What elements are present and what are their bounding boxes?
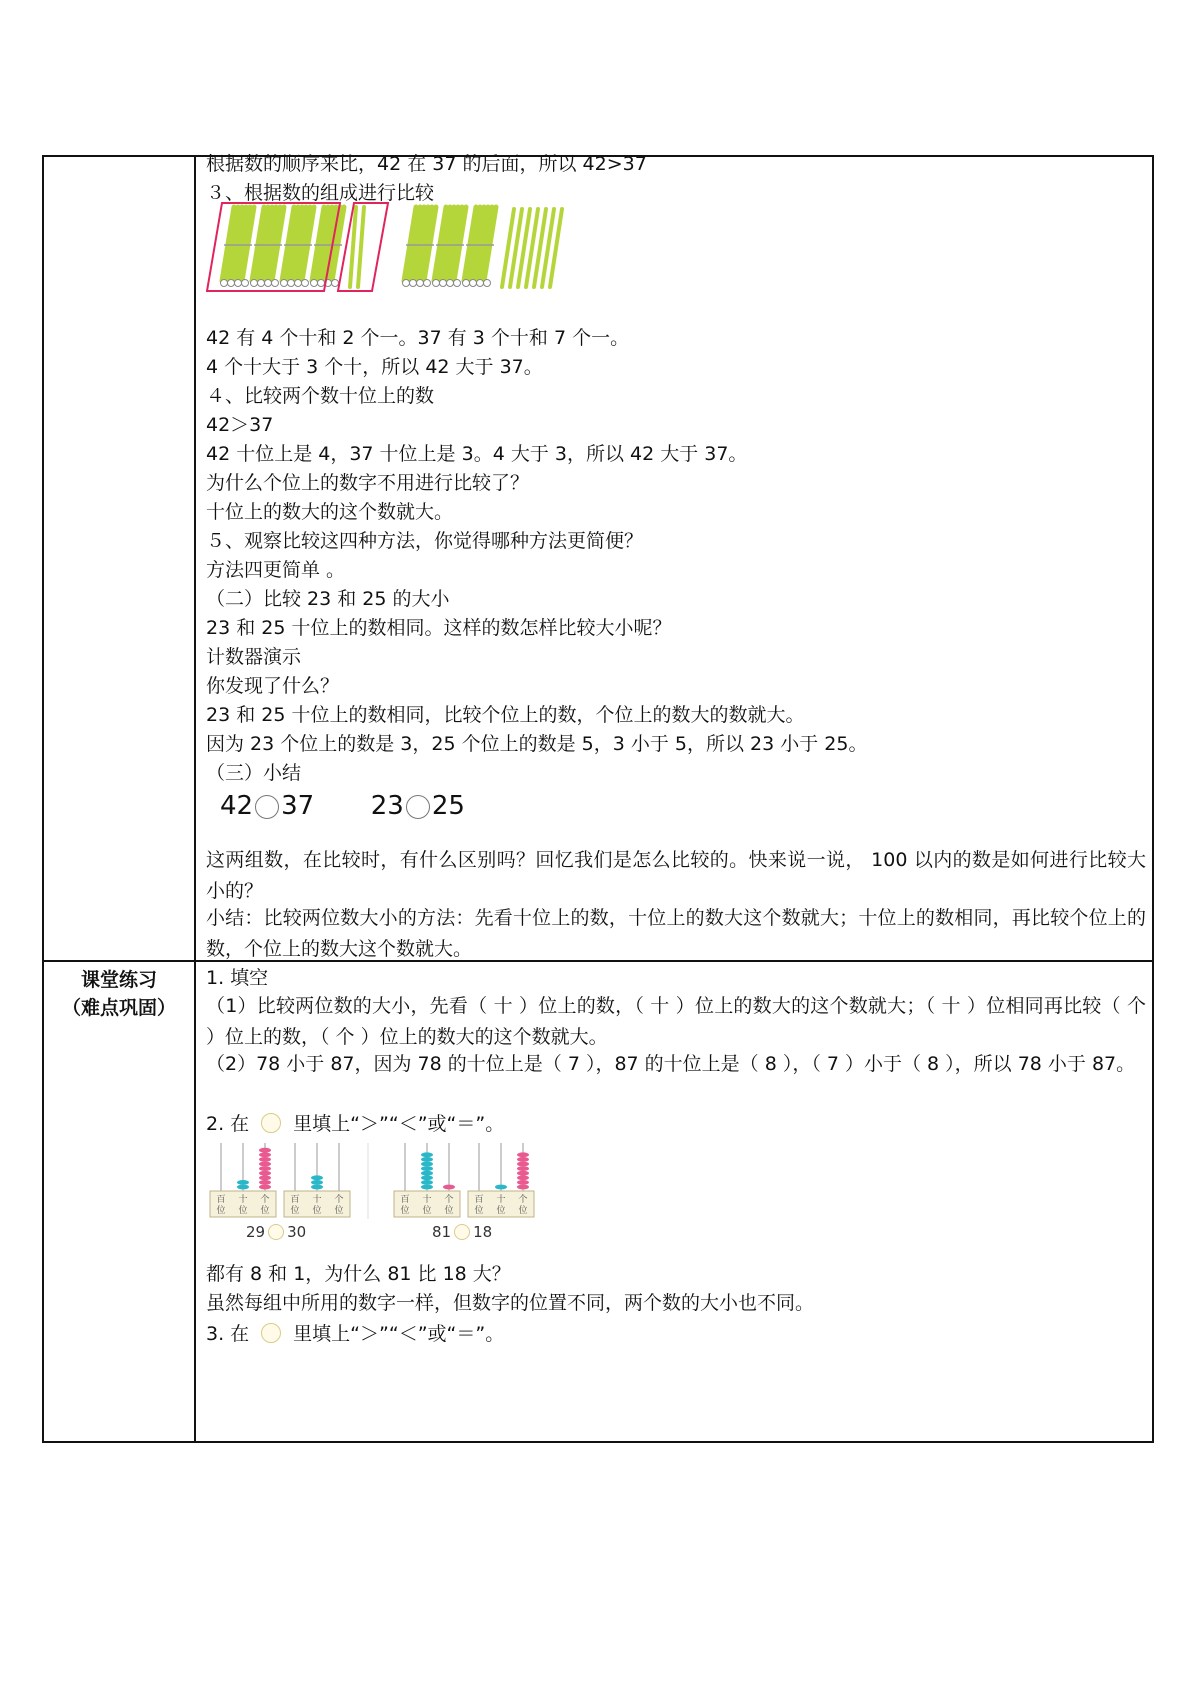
paragraph: 这两组数，在比较时，有什么区别吗？回忆我们是怎么比较的。快来说一说， 100 以内的数是如何进行比较大小的？ <box>206 849 1146 902</box>
answer-circle-icon <box>261 1113 281 1133</box>
stick-end <box>302 280 309 287</box>
abacus-bead <box>311 1180 323 1185</box>
question-fill-2: （2）78 小于 87，因为 78 的十位上是（ 7 ），87 的十位上是（ 8 ），（ 7 ）小于（ 8 ），所以 78 小于 87。 <box>206 1053 1136 1075</box>
question-text: 2. 在 <box>206 1113 250 1135</box>
abacus-bead <box>259 1166 271 1171</box>
abacus-bead <box>259 1152 271 1157</box>
counting-sticks-illustration <box>206 201 586 293</box>
abacus-place-label: 百 <box>290 1195 300 1205</box>
abacus-place-label: 位 <box>216 1206 226 1216</box>
caption-number: 29 <box>246 1223 266 1241</box>
abacus-place-label: 十 <box>422 1195 432 1205</box>
text-line: 方法四更简单 。 <box>206 559 346 581</box>
abacus-place-label: 位 <box>260 1206 270 1216</box>
section-label-consolidate: （难点巩固） <box>61 997 176 1019</box>
stick-end <box>242 280 249 287</box>
abacus-place-label: 个 <box>444 1195 454 1205</box>
stick-end <box>295 280 302 287</box>
text-line: 42 有 4 个十和 2 个一。37 有 3 个十和 7 个一。 <box>206 327 630 349</box>
compare-left-number: 42 <box>220 791 254 821</box>
stick-end <box>447 280 454 287</box>
stick-end <box>410 280 417 287</box>
abacus-place-label: 百 <box>400 1195 410 1205</box>
abacus-illustration <box>206 1139 546 1219</box>
abacus-place-label: 位 <box>518 1206 528 1216</box>
text-line: 23 和 25 十位上的数相同。这样的数怎样比较大小呢？ <box>206 617 672 639</box>
answer-circle[interactable] <box>406 795 430 819</box>
abacus-bead <box>421 1180 433 1185</box>
abacus-caption <box>432 1223 492 1241</box>
text-line: 4 个十大于 3 个十，所以 42 大于 37。 <box>206 356 543 378</box>
question-compare <box>206 1111 504 1137</box>
stick-end <box>281 280 288 287</box>
text-line: 因为 23 个位上的数是 3，25 个位上的数是 5，3 小于 5，所以 23 小于 25。 <box>206 733 868 755</box>
stick-end <box>477 280 484 287</box>
text-line: 你发现了什么？ <box>206 675 340 697</box>
abacus-bead <box>421 1152 433 1157</box>
abacus-bead <box>259 1175 271 1180</box>
stick-end <box>318 280 325 287</box>
text-line: 都有 8 和 1，为什么 81 比 18 大？ <box>206 1263 511 1285</box>
abacus-bead <box>517 1171 529 1176</box>
answer-circle[interactable] <box>268 1224 284 1240</box>
stick-end <box>484 280 491 287</box>
caption-number: 18 <box>473 1223 493 1241</box>
abacus-bead <box>517 1162 529 1167</box>
abacus-place-label: 位 <box>238 1206 248 1216</box>
abacus-bead <box>517 1175 529 1180</box>
abacus-place-label: 个 <box>260 1195 270 1205</box>
abacus-bead <box>517 1185 529 1190</box>
abacus-place-label: 十 <box>238 1195 248 1205</box>
summary-paragraph: 小结：比较两位数大小的方法：先看十位上的数，十位上的数大这个数就大；十位上的数相同，再比较个位上的数，个位上的数大这个数就大。 <box>206 907 1146 960</box>
text-line: 23 和 25 十位上的数相同，比较个位上的数，个位上的数大的数就大。 <box>206 704 805 726</box>
abacus-bead <box>259 1157 271 1162</box>
question-text: 里填上“＞”“＜”或“＝”。 <box>293 1113 505 1135</box>
caption-number: 81 <box>432 1223 452 1241</box>
question-text: 里填上“＞”“＜”或“＝”。 <box>293 1323 505 1345</box>
abacus-bead <box>517 1152 529 1157</box>
abacus-bead <box>421 1162 433 1167</box>
text-line: 42＞37 <box>206 414 274 436</box>
stick-end <box>417 280 424 287</box>
stick-end <box>311 280 318 287</box>
abacus-place-label: 位 <box>496 1206 506 1216</box>
abacus-bead <box>311 1175 323 1180</box>
compare-right-number: 25 <box>431 791 465 821</box>
abacus-bead <box>443 1185 455 1190</box>
section-label-practice: 课堂练习 <box>80 969 157 991</box>
abacus-place-label: 十 <box>312 1195 322 1205</box>
text-line: ３、根据数的组成进行比较 <box>206 182 435 204</box>
stick-end <box>251 280 258 287</box>
abacus-place-label: 位 <box>290 1206 300 1216</box>
stick-end <box>332 280 339 287</box>
text-line: 为什么个位上的数字不用进行比较了？ <box>206 472 530 494</box>
caption-number: 30 <box>287 1223 307 1241</box>
stick-end <box>221 280 228 287</box>
abacus-bead <box>259 1162 271 1167</box>
abacus-bead <box>237 1185 249 1190</box>
abacus-bead <box>311 1185 323 1190</box>
abacus-bead <box>237 1180 249 1185</box>
question-title: 1. 填空 <box>206 967 269 989</box>
abacus-place-label: 百 <box>474 1195 484 1205</box>
stick-end <box>433 280 440 287</box>
abacus-place-label: 个 <box>334 1195 344 1205</box>
abacus-bead <box>259 1185 271 1190</box>
answer-circle[interactable] <box>454 1224 470 1240</box>
stick-end <box>454 280 461 287</box>
comparison-row <box>220 793 465 819</box>
column-divider <box>194 157 196 1441</box>
stick-end <box>424 280 431 287</box>
stick-end <box>258 280 265 287</box>
text-line: （二）比较 23 和 25 的大小 <box>206 588 450 610</box>
single-stick <box>358 207 364 287</box>
stick-end <box>265 280 272 287</box>
abacus-bead <box>421 1166 433 1171</box>
question-text: 3. 在 <box>206 1323 250 1345</box>
abacus-place-label: 位 <box>400 1206 410 1216</box>
text-line: 根据数的顺序来比，42 在 37 的后面，所以 42>37 <box>206 153 647 175</box>
stick-end <box>463 280 470 287</box>
abacus-place-label: 位 <box>444 1206 454 1216</box>
compare-right-number: 37 <box>281 791 315 821</box>
text-line: ５、观察比较这四种方法，你觉得哪种方法更简便？ <box>206 530 644 552</box>
abacus-bead <box>259 1180 271 1185</box>
abacus-place-label: 百 <box>216 1195 226 1205</box>
question-fill-1: （1）比较两位数的大小，先看（ 十 ）位上的数，（ 十 ）位上的数大的这个数就大；（ 十 ）位相同再比较（ 个 ）位上的数，（ 个 ）位上的数大的这个数就大。 <box>206 995 1146 1048</box>
compare-left-number: 23 <box>370 791 404 821</box>
abacus-bead <box>259 1171 271 1176</box>
stick-end <box>288 280 295 287</box>
text-line: 42 十位上是 4，37 十位上是 3。4 大于 3，所以 42 大于 37。 <box>206 443 748 465</box>
abacus-place-label: 位 <box>422 1206 432 1216</box>
abacus-place-label: 位 <box>312 1206 322 1216</box>
abacus-bead <box>517 1166 529 1171</box>
abacus-bead <box>421 1175 433 1180</box>
abacus-place-label: 十 <box>496 1195 506 1205</box>
answer-circle-icon <box>261 1323 281 1343</box>
question-compare <box>206 1321 504 1347</box>
stick-end <box>272 280 279 287</box>
abacus-bead <box>421 1185 433 1190</box>
stick-end <box>470 280 477 287</box>
text-line: 虽然每组中所用的数字一样，但数字的位置不同，两个数的大小也不同。 <box>206 1292 815 1314</box>
abacus-bead <box>259 1148 271 1153</box>
abacus-bead <box>421 1171 433 1176</box>
stick-end <box>440 280 447 287</box>
abacus-bead <box>517 1157 529 1162</box>
abacus-bead <box>495 1185 507 1190</box>
abacus-bead <box>421 1157 433 1162</box>
lesson-table <box>42 155 1154 1443</box>
abacus-bead <box>517 1180 529 1185</box>
text-line: 计数器演示 <box>206 646 302 668</box>
text-line: 十位上的数大的这个数就大。 <box>206 501 454 523</box>
stick-end <box>403 280 410 287</box>
text-line: （三）小结 <box>206 762 302 784</box>
abacus-place-label: 个 <box>518 1195 528 1205</box>
stick-end <box>228 280 235 287</box>
abacus-place-label: 位 <box>474 1206 484 1216</box>
abacus-place-label: 位 <box>334 1206 344 1216</box>
stick-end <box>235 280 242 287</box>
abacus-caption <box>246 1223 306 1241</box>
text-line: ４、比较两个数十位上的数 <box>206 385 435 407</box>
answer-circle[interactable] <box>255 795 279 819</box>
